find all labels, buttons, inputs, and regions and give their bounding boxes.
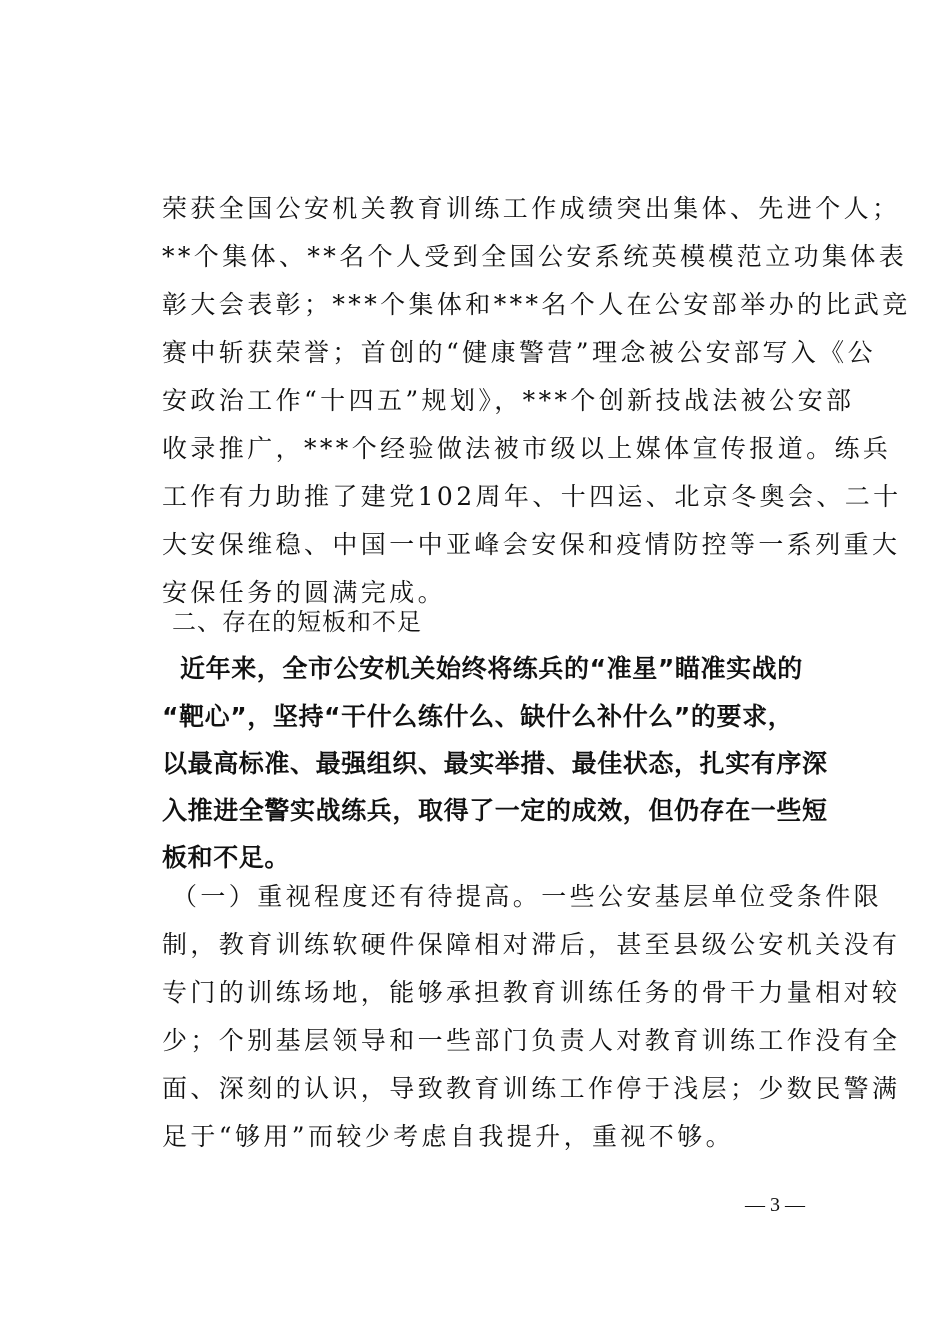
paragraph-line: 彰大会表彰；***个集体和***名个人在公安部举办的比武竞 xyxy=(162,290,911,319)
paragraph-line: **个集体、**名个人受到全国公安系统英模模范立功集体表 xyxy=(162,242,908,271)
paragraph-line: 专门的训练场地，能够承担教育训练任务的骨干力量相对较 xyxy=(162,978,901,1007)
page-number: — 3 — xyxy=(745,1194,805,1216)
section-heading: 二、存在的短板和不足 xyxy=(172,608,422,636)
paragraph-line: 收录推广，***个经验做法被市级以上媒体宣传报道。练兵 xyxy=(162,434,892,463)
paragraph-line: 赛中斩获荣誉；首创的“健康警营”理念被公安部写入《公 xyxy=(162,338,876,367)
paragraph-line: 荣获全国公安机关教育训练工作成绩突出集体、先进个人； xyxy=(162,194,901,223)
paragraph-line: 安政治工作“十四五”规划》，***个创新技战法被公安部 xyxy=(162,386,855,415)
paragraph-line: 大安保维稳、中国一中亚峰会安保和疫情防控等一系列重大 xyxy=(162,530,901,559)
paragraph-line: 制，教育训练软硬件保障相对滞后，甚至县级公安机关没有 xyxy=(162,930,901,959)
paragraph-line: 足于“够用”而较少考虑自我提升，重视不够。 xyxy=(162,1122,734,1151)
bold-paragraph-line: 近年来，全市公安机关始终将练兵的“准星”瞄准实战的 xyxy=(180,654,803,683)
paragraph-line: 工作有力助推了建党102周年、十四运、北京冬奥会、二十 xyxy=(162,482,902,511)
paragraph-line: 少；个别基层领导和一些部门负责人对教育训练工作没有全 xyxy=(162,1026,901,1055)
bold-paragraph-line: “靶心”，坚持“干什么练什么、缺什么补什么”的要求， xyxy=(162,702,794,731)
bold-paragraph-line: 入推进全警实战练兵，取得了一定的成效，但仍存在一些短 xyxy=(162,796,828,825)
paragraph-line: 安保任务的圆满完成。 xyxy=(162,578,447,607)
paragraph-line: （一）重视程度还有待提高。一些公安基层单位受条件限 xyxy=(172,882,883,911)
paragraph-line: 面、深刻的认识，导致教育训练工作停于浅层；少数民警满 xyxy=(162,1074,901,1103)
bold-paragraph-line: 板和不足。 xyxy=(162,843,291,872)
bold-paragraph-line: 以最高标准、最强组织、最实举措、最佳状态，扎实有序深 xyxy=(162,749,828,778)
